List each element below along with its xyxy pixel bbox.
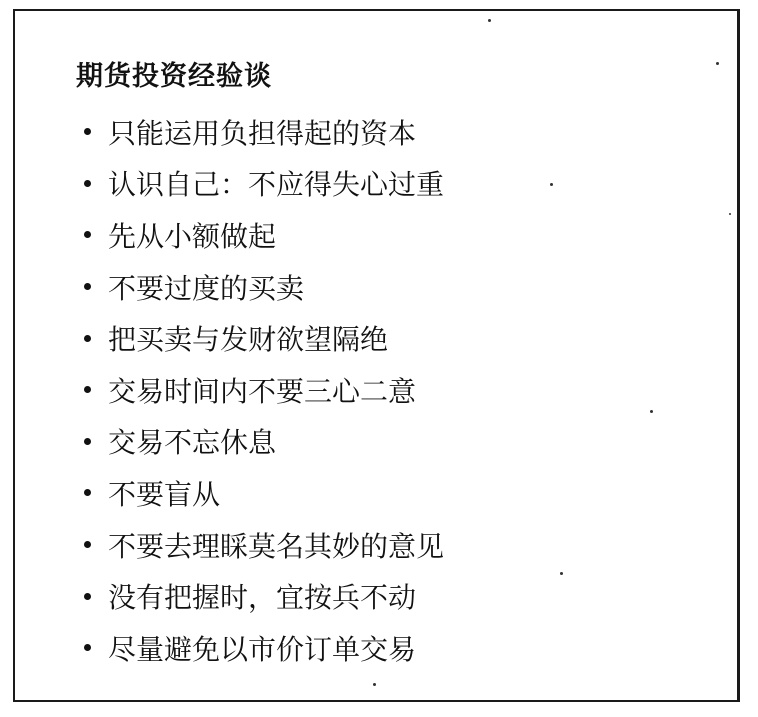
bullet-icon	[84, 541, 91, 548]
list-item	[84, 416, 444, 468]
scan-speck	[373, 683, 376, 686]
list-item	[84, 364, 444, 416]
list-item	[84, 106, 444, 158]
list-item-text: 把买卖与发财欲望隔绝	[108, 323, 389, 357]
list-item	[84, 261, 444, 313]
list-item	[84, 467, 444, 519]
document-title: 期货投资经验谈	[76, 61, 272, 92]
list-item	[84, 570, 444, 622]
bullet-icon	[84, 231, 91, 238]
bullet-icon	[84, 644, 91, 651]
scan-speck	[560, 572, 563, 575]
scan-speck	[488, 19, 491, 22]
bullet-icon	[84, 180, 91, 187]
list-item	[84, 519, 444, 571]
scan-speck	[729, 213, 731, 215]
list-item-text: 不要过度的买卖	[108, 271, 305, 305]
bullet-icon	[84, 283, 91, 290]
list-item-text: 认识自己：不应得失心过重	[108, 168, 445, 202]
list-item-text: 先从小额做起	[108, 219, 277, 253]
bullet-icon	[84, 438, 91, 445]
list-item	[84, 158, 444, 210]
list-item-text: 尽量避免以市价订单交易	[108, 632, 417, 666]
list-item-text: 交易时间内不要三心二意	[108, 374, 417, 408]
advice-list	[84, 106, 444, 674]
list-item	[84, 622, 444, 674]
list-item-text: 交易不忘休息	[108, 426, 277, 460]
scan-speck	[550, 183, 553, 186]
list-item	[84, 209, 444, 261]
bullet-icon	[84, 593, 91, 600]
bullet-icon	[84, 335, 91, 342]
bullet-icon	[84, 386, 91, 393]
list-item-text: 只能运用负担得起的资本	[108, 116, 417, 150]
list-item-text: 不要盲从	[108, 477, 221, 511]
list-item	[84, 312, 444, 364]
list-item-text: 不要去理睬莫名其妙的意见	[108, 529, 445, 563]
scan-speck	[650, 410, 653, 413]
bullet-icon	[84, 489, 91, 496]
bullet-icon	[84, 128, 91, 135]
scan-speck	[716, 62, 719, 65]
list-item-text: 没有把握时，宜按兵不动	[108, 581, 417, 615]
